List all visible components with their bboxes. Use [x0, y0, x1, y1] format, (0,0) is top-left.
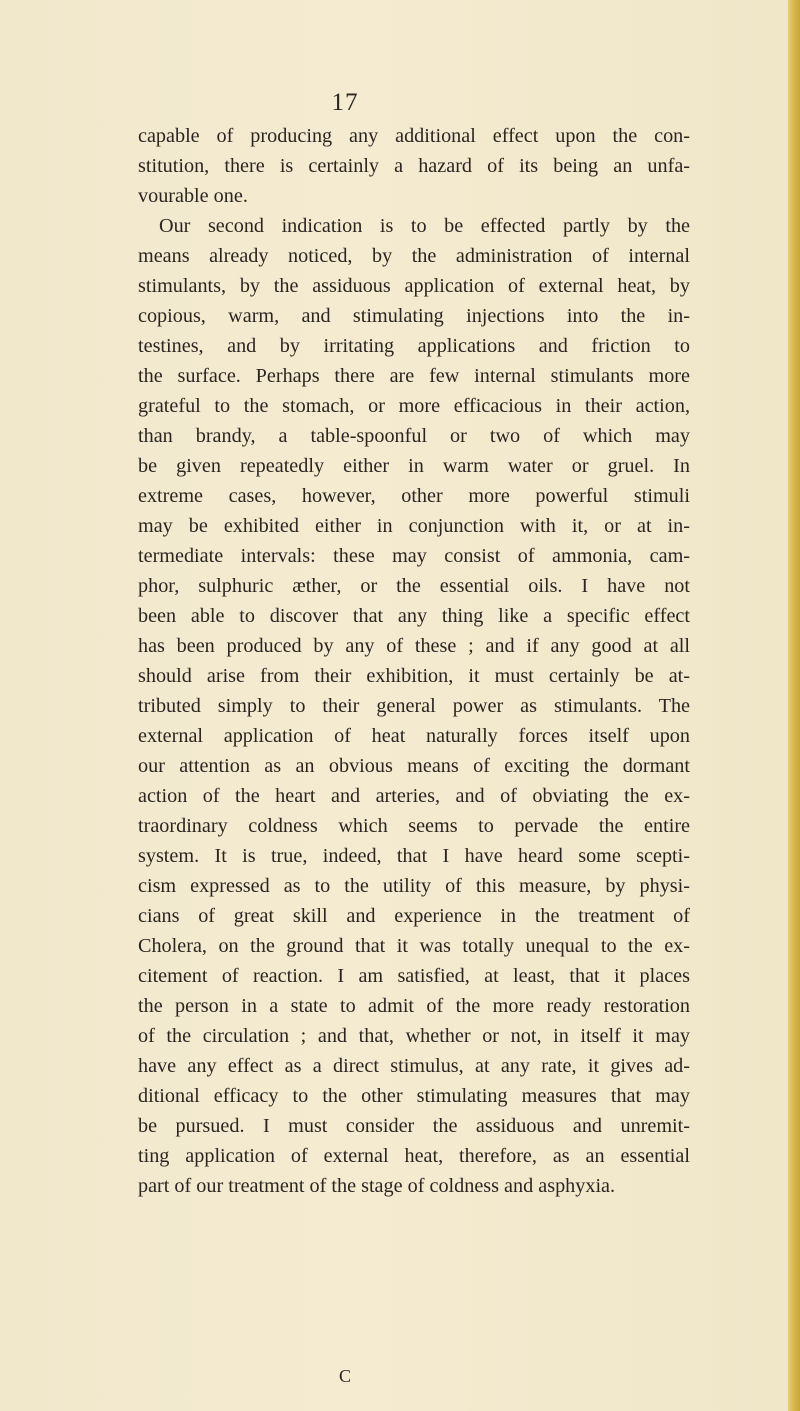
- text-line: than brandy, a table-spoonful or two of which may: [138, 425, 690, 447]
- text-line: testines, and by irritating applications and friction to: [138, 335, 690, 357]
- text-line: ting application of external heat, therefore, as an essential: [138, 1145, 690, 1167]
- text-line: traordinary coldness which seems to pervade the entire: [138, 815, 690, 837]
- text-line: vourable one.: [138, 185, 248, 207]
- text-line: Cholera, on the ground that it was totally unequal to the ex-: [138, 935, 690, 957]
- text-line: our attention as an obvious means of exciting the dormant: [138, 755, 690, 777]
- text-line: stitution, there is certainly a hazard of its being an unfa-: [138, 155, 690, 177]
- text-line: may be exhibited either in conjunction with it, or at in-: [138, 515, 690, 537]
- text-line: termediate intervals: these may consist of ammonia, cam-: [138, 545, 690, 567]
- text-line: have any effect as a direct stimulus, at any rate, it gives ad-: [138, 1055, 690, 1077]
- paragraph-start-line: Our second indication is to be effected partly by the: [159, 215, 690, 237]
- text-line: action of the heart and arteries, and of obviating the ex-: [138, 785, 690, 807]
- text-line: stimulants, by the assiduous application of external heat, by: [138, 275, 690, 297]
- text-line: extreme cases, however, other more powerful stimuli: [138, 485, 690, 507]
- text-line: been able to discover that any thing like a specific effect: [138, 605, 690, 627]
- text-line: copious, warm, and stimulating injections into the in-: [138, 305, 690, 327]
- text-line: cism expressed as to the utility of this measure, by physi-: [138, 875, 690, 897]
- body-text: [138, 121, 690, 1201]
- signature-mark: C: [338, 1366, 351, 1386]
- text-line: part of our treatment of the stage of coldness and asphyxia.: [138, 1175, 616, 1197]
- text-line: the person in a state to admit of the more ready restoration: [138, 995, 690, 1017]
- text-line: of the circulation ; and that, whether or not, in itself it may: [138, 1025, 690, 1047]
- page-number: 17: [331, 89, 359, 116]
- text-line: grateful to the stomach, or more efficacious in their action,: [138, 395, 690, 417]
- text-line: be pursued. I must consider the assiduous and unremit-: [138, 1115, 690, 1137]
- text-line: capable of producing any additional effect upon the con-: [138, 125, 690, 147]
- text-line: has been produced by any of these ; and if any good at all: [138, 635, 690, 657]
- text-line: ditional efficacy to the other stimulating measures that may: [138, 1085, 690, 1107]
- text-line: external application of heat naturally forces itself upon: [138, 725, 690, 747]
- text-line: phor, sulphuric æther, or the essential oils. I have not: [138, 575, 690, 597]
- text-line: means already noticed, by the administration of internal: [138, 245, 690, 267]
- text-line: system. It is true, indeed, that I have heard some scepti-: [138, 845, 690, 867]
- text-line: citement of reaction. I am satisfied, at least, that it places: [138, 965, 690, 987]
- text-line: tributed simply to their general power as stimulants. The: [138, 695, 690, 717]
- text-line: cians of great skill and experience in the treatment of: [138, 905, 690, 927]
- text-line: the surface. Perhaps there are few internal stimulants more: [138, 365, 690, 387]
- page-edge: [788, 0, 800, 1411]
- text-line: be given repeatedly either in warm water or gruel. In: [138, 455, 690, 477]
- text-line: should arise from their exhibition, it must certainly be at-: [138, 665, 690, 687]
